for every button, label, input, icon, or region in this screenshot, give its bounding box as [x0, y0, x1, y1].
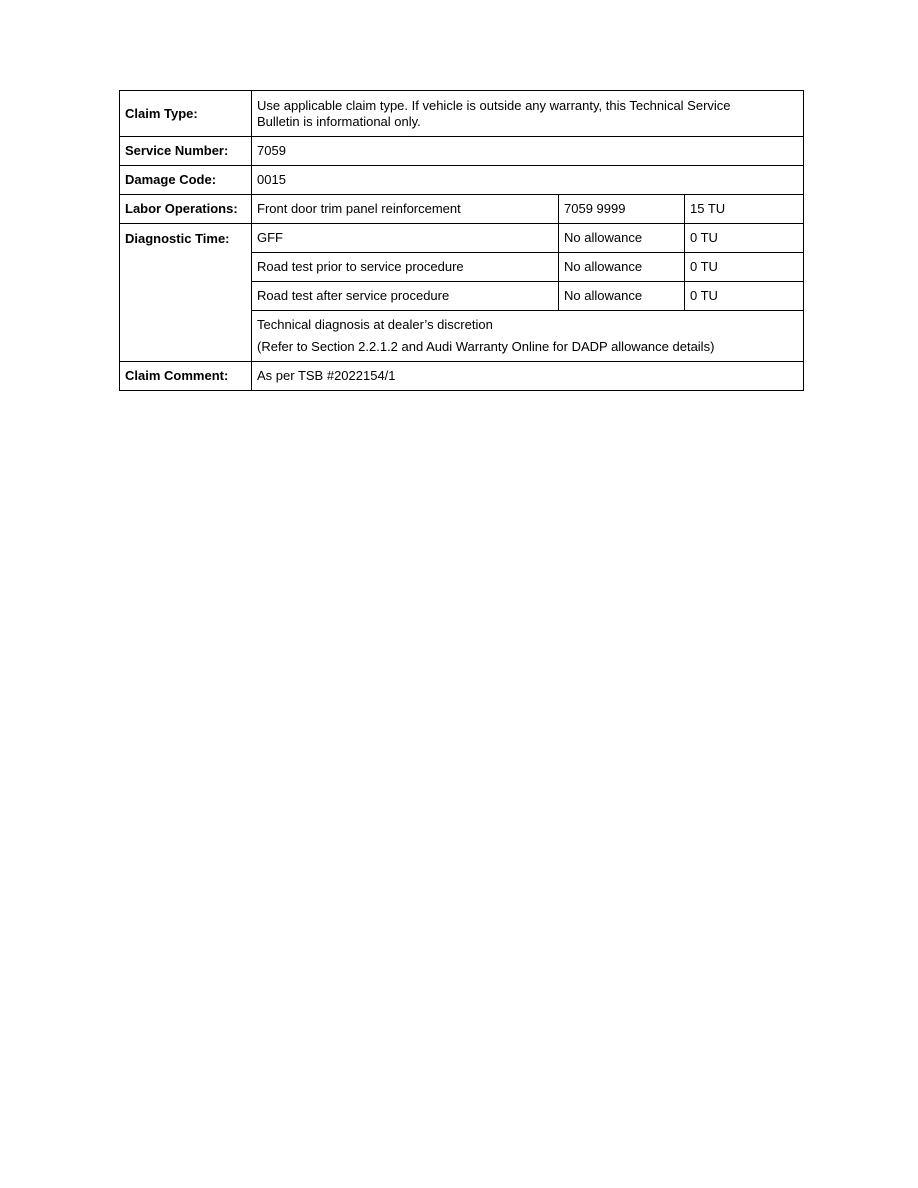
- diagnostic-note-line1: Technical diagnosis at dealer’s discretion: [257, 317, 493, 332]
- diagnostic-description: Road test after service procedure: [252, 282, 559, 311]
- claim-info-table: [119, 90, 804, 391]
- damage-code-value: 0015: [252, 166, 804, 195]
- claim-comment-value: As per TSB #2022154/1: [252, 362, 804, 391]
- diagnostic-allowance: No allowance: [559, 253, 685, 282]
- claim-type-value: [252, 91, 804, 137]
- claim-type-label: Claim Type:: [120, 91, 252, 137]
- claim-type-value-line2: Bulletin is informational only.: [257, 113, 421, 129]
- service-number-row: [120, 137, 804, 166]
- claim-comment-label: Claim Comment:: [120, 362, 252, 391]
- claim-comment-row: [120, 362, 804, 391]
- diagnostic-time: 0 TU: [685, 253, 804, 282]
- diagnostic-description: Road test prior to service procedure: [252, 253, 559, 282]
- service-number-value: 7059: [252, 137, 804, 166]
- diagnostic-description: GFF: [252, 224, 559, 253]
- labor-operations-row: [120, 195, 804, 224]
- claim-type-value-line1: Use applicable claim type. If vehicle is outside any warranty, this Technical Service: [257, 97, 731, 113]
- claim-type-row: [120, 91, 804, 137]
- diagnostic-note: [252, 311, 804, 362]
- diagnostic-time: 0 TU: [685, 224, 804, 253]
- damage-code-row: [120, 166, 804, 195]
- labor-operations-code: 7059 9999: [559, 195, 685, 224]
- diagnostic-note-line2: (Refer to Section 2.2.1.2 and Audi Warranty Online for DADP allowance details): [257, 339, 715, 354]
- damage-code-label: Damage Code:: [120, 166, 252, 195]
- labor-operations-description: Front door trim panel reinforcement: [252, 195, 559, 224]
- diagnostic-time-label: Diagnostic Time:: [120, 224, 252, 362]
- diagnostic-time: 0 TU: [685, 282, 804, 311]
- labor-operations-label: Labor Operations:: [120, 195, 252, 224]
- diagnostic-allowance: No allowance: [559, 224, 685, 253]
- service-number-label: Service Number:: [120, 137, 252, 166]
- diagnostic-allowance: No allowance: [559, 282, 685, 311]
- labor-operations-time: 15 TU: [685, 195, 804, 224]
- diagnostic-time-row: [120, 224, 804, 253]
